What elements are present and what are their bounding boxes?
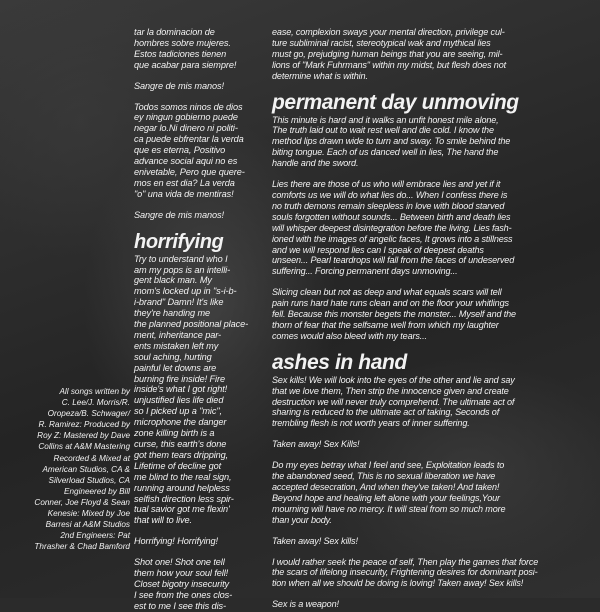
lyrics-paragraph: ease, complexion sways your mental direction, privilege cul- ture subliminal racist, stereotypical wak and mythical lies must go, prejudging human beings that you are seeing, mil- lions of "Mark Fuhrmans" within my midst, but flesh does not determine what is within.	[272, 27, 506, 81]
right-lyrics-column	[272, 27, 587, 610]
lyrics-paragraph: Lies there are those of us who will embrace lies and yet if it comforts us we will do what lies do... When I confess there is no truth demons remain sleepless in love with blood starved souls forgotten without sounds... Between birth and death lies will whisper deepest disintegration before the living. Lies fash- ioned with the images of angelic faces, It grows into a stillness and we will respond lies can I speak of deepest deaths unseen... Pearl teardrops will fall from the faces of undeserved suffering... Forcing permanent days unmoving...	[272, 179, 515, 277]
lyrics-paragraph: Todos somos ninos de dios ey ningun gobierno puede negar lo.Ni dinero ni politi- ca puede ebfrentar la verda que es eterna, Positivo advance social aqui no es enivetable, Pero que quere- mos en est dia? La verda "o" una vida de mentiras!	[134, 101, 245, 199]
middle-lyrics-column	[134, 27, 266, 612]
credits-column	[12, 386, 130, 552]
lyrics-paragraph: Sangre de mis manos!	[134, 80, 224, 91]
lyrics-paragraph: Sex kills! We will look into the eyes of the other and lie and say that we love them, Then strip the innocence given and create destruction we will never truly comprehend. The ultimate act of sharing is reduced to the ultimate act of taking, Seconds of trembling flesh is not worth years of inner suffering.	[272, 374, 515, 429]
lyrics-paragraph: Taken away! Sex Kills!	[272, 439, 360, 450]
lyrics-paragraph: Slicing clean but not as deep and what equals scars will tell pain runs hard hate runs clean and on the floor your whitlings fell. Because this monster begets the monster... Myself and the thorn of fear that the selfsame well from which my laughter comes would also bleed with my tears...	[272, 287, 516, 341]
lyrics-paragraph: Try to understand who I am my pops is an intelli- gent black man. My mom's locked up in "s-i-b- i-brand" Damn! It's like they're handing me the planned positional place- ment, inheritance par- ents mistaken left my soul aching, hurting painful let downs are burning fire inside! Fire inside's what I got right! unjustified lies life died so I picked up a "mic", microphone the danger zone killing birth is a curse, this earth's done got them tears dripping, Lifetime of decline got me blind to the real sign, running around helpless selfish direction less spir- tual savior got me flexin' that will to live.	[134, 253, 249, 526]
lyrics-paragraph: This minute is hard and it walks an unfit honest mile alone, The truth laid out to wait rest well and die cold. I know the method lips drawn wide to turn and sway. To smile behind the biting tongue. Each of us danced well in lies, The hand the handle and the sword.	[272, 114, 511, 169]
lyrics-paragraph: Horrifying! Horrifying!	[134, 536, 218, 547]
album-credits: All songs written by C. Lee/J. Morris/R. Oropeza/B. Schwager/ R. Ramirez: Produced by Roy Z: Mastered by Dave Collins at A&M Mastering Recorded & Mixed at American Studios, CA & Silverload Studios, CA Engineered by Bill Conner, Joe Floyd & Sean Kenesie: Mixed by Joe Barresi at A&M Studios 2nd Engineers: Pat Thrasher & Chad Bamford	[34, 387, 130, 552]
song-title-permanent-day-unmoving: permanent day unmoving	[272, 90, 519, 114]
song-title-horrifying: horrifying	[134, 230, 224, 253]
lyrics-paragraph: Taken away! Sex kills!	[272, 535, 358, 546]
lyrics-paragraph: Sangre de mis manos!	[134, 209, 224, 220]
lyrics-paragraph: I would rather seek the peace of self, Then play the games that force the scars of lifelong insecurity, Frightening desires for dominant posi- tion when all we should be doing is loving! Taken away! Sex kills!	[272, 556, 539, 589]
lyrics-paragraph: Do my eyes betray what I feel and see, Exploitation leads to the abandoned seed, This is no sexual liberation we have accepted desecration, And when they've taken! And taken! Beyond hope and healing left alone with your feelings,Your mourning will have no mercy. It will steal from so much more than your body.	[272, 460, 506, 525]
song-title-ashes-in-hand: ashes in hand	[272, 350, 407, 374]
lyrics-paragraph: Sex is a weapon!	[272, 599, 339, 610]
lyrics-paragraph: tar la dominacion de hombres sobre mujeres. Estos tadiciones tienen que acabar para siempre!	[134, 27, 237, 70]
lyrics-paragraph: Shot one! Shot one tell them how your soul fell! Closet bigotry insecurity I see from the ones clos- est to me I see this dis-	[134, 557, 233, 611]
